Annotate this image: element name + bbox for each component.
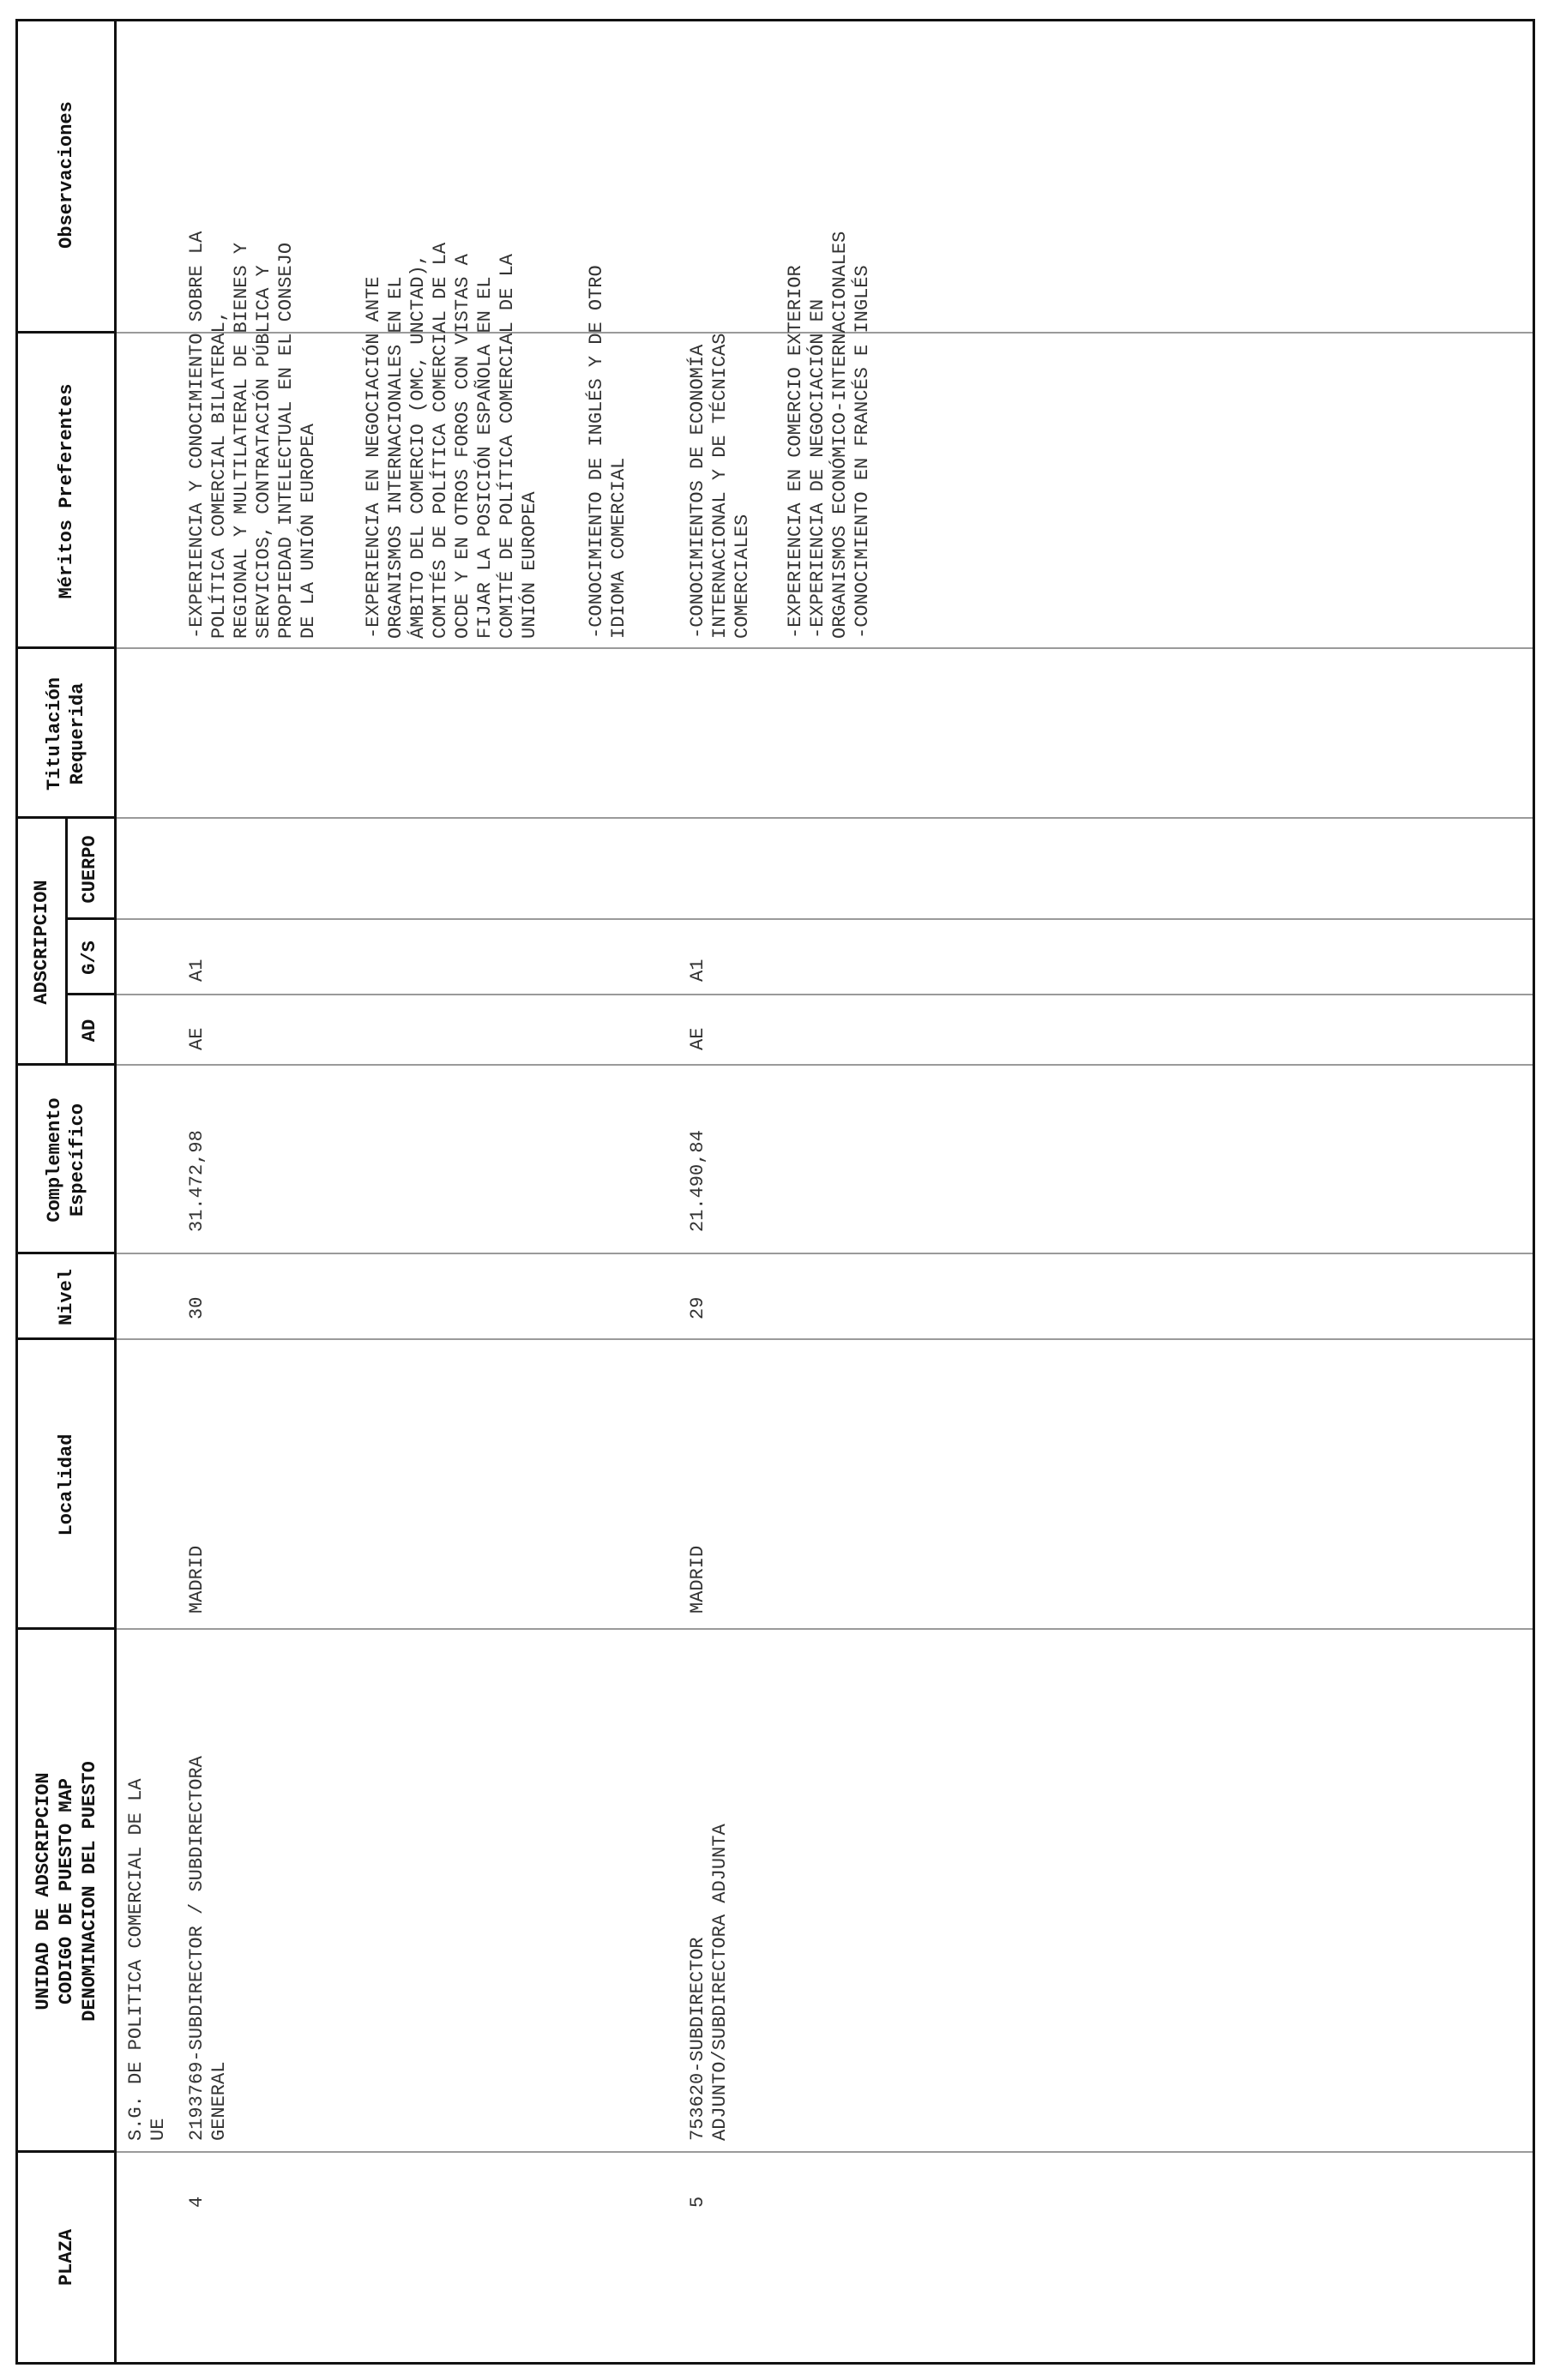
row-merito: -EXPERIENCIA EN NEGOCIACIÓN ANTE ORGANISMOS INTERNACIONALES EN EL ÁMBITO DEL COMERCIO (OMC, UNCTAD), COMITÉS DE POLÍTICA COMERCIAL DE LA OCDE Y EN OTROS FOROS CON VISTAS A FIJAR LA POSICIÓN ESPAÑOLA EN EL COMITÉ DE POLÍTICA COMERCIAL DE LA UNIÓN EUROPEA bbox=[363, 242, 540, 639]
header-cuerpo: CUERPO bbox=[79, 835, 100, 904]
row-gs: A1 bbox=[186, 959, 208, 982]
table-frame bbox=[15, 19, 1535, 2365]
row-nivel: 29 bbox=[687, 1296, 708, 1319]
row-localidad: MADRID bbox=[687, 1545, 708, 1614]
row-nivel: 30 bbox=[186, 1296, 208, 1319]
header-localidad: Localidad bbox=[55, 1433, 77, 1536]
col-divider bbox=[117, 1338, 1533, 1340]
header-plaza: PLAZA bbox=[55, 2229, 77, 2287]
row-plaza: 4 bbox=[186, 2196, 208, 2208]
unit-name: S.G. DE POLITICA COMERCIAL DE LA UE bbox=[125, 1778, 169, 2141]
header-unidad: UNIDAD DE ADSCRIPCION CODIGO DE PUESTO MAP DENOMINACION DEL PUESTO bbox=[32, 1761, 100, 2022]
row-plaza: 5 bbox=[687, 2196, 708, 2208]
row-puesto: 753620-SUBDIRECTOR ADJUNTO/SUBDIRECTORA ADJUNTA bbox=[687, 1824, 731, 2141]
header-adscripcion: ADSCRIPCION bbox=[31, 880, 52, 1005]
row-localidad: MADRID bbox=[186, 1545, 208, 1614]
header-observaciones: Observaciones bbox=[55, 101, 77, 249]
col-divider bbox=[117, 918, 1533, 920]
row-merito: -EXPERIENCIA Y CONOCIMIENTO SOBRE LA POLÍTICA COMERCIAL BILATERAL, REGIONAL Y MULTILATERAL DE BIENES Y SERVICIOS, CONTRATACIÓN PÚBLICA Y PROPIEDAD INTELECTUAL EN EL CONSEJO DE LA UNIÓN EUROPEA bbox=[186, 231, 319, 639]
col-divider bbox=[117, 1628, 1533, 1630]
col-divider bbox=[117, 2151, 1533, 2153]
row-puesto: 2193769-SUBDIRECTOR / SUBDIRECTORA GENERAL bbox=[186, 1756, 230, 2141]
col-divider bbox=[117, 817, 1533, 819]
col-divider bbox=[117, 1253, 1533, 1254]
row-merito: -CONOCIMIENTO DE INGLÉS Y DE OTRO IDIOMA COMERCIAL bbox=[586, 265, 629, 639]
col-divider bbox=[117, 994, 1533, 995]
col-divider bbox=[117, 647, 1533, 649]
header-titulacion: Titulación Requerida bbox=[44, 676, 88, 791]
row-ad: AE bbox=[687, 1027, 708, 1050]
header-complemento: Complemento Específico bbox=[44, 1097, 88, 1223]
row-merito: -EXPERIENCIA EN COMERCIO EXTERIOR -EXPERIENCIA DE NEGOCIACIÓN EN ORGANISMOS ECONÓMICO-INTERNACIONALES -CONOCIMIENTO EN FRANCÉS E INGLÉS bbox=[785, 231, 873, 639]
header-meritos: Méritos Preferentes bbox=[55, 383, 77, 599]
header-gs: G/S bbox=[79, 941, 100, 975]
row-gs: A1 bbox=[687, 959, 708, 982]
row-ad: AE bbox=[186, 1027, 208, 1050]
row-merito: -CONOCIMIENTOS DE ECONOMÍA INTERNACIONAL Y DE TÉCNICAS COMERCIALES bbox=[687, 333, 753, 639]
header-divider bbox=[114, 21, 117, 2362]
col-divider bbox=[117, 1064, 1533, 1066]
header-ad: AD bbox=[79, 1019, 100, 1043]
row-complemento: 31.472,98 bbox=[186, 1130, 208, 1232]
row-complemento: 21.490,84 bbox=[687, 1130, 708, 1232]
header-nivel: Nivel bbox=[55, 1269, 77, 1326]
